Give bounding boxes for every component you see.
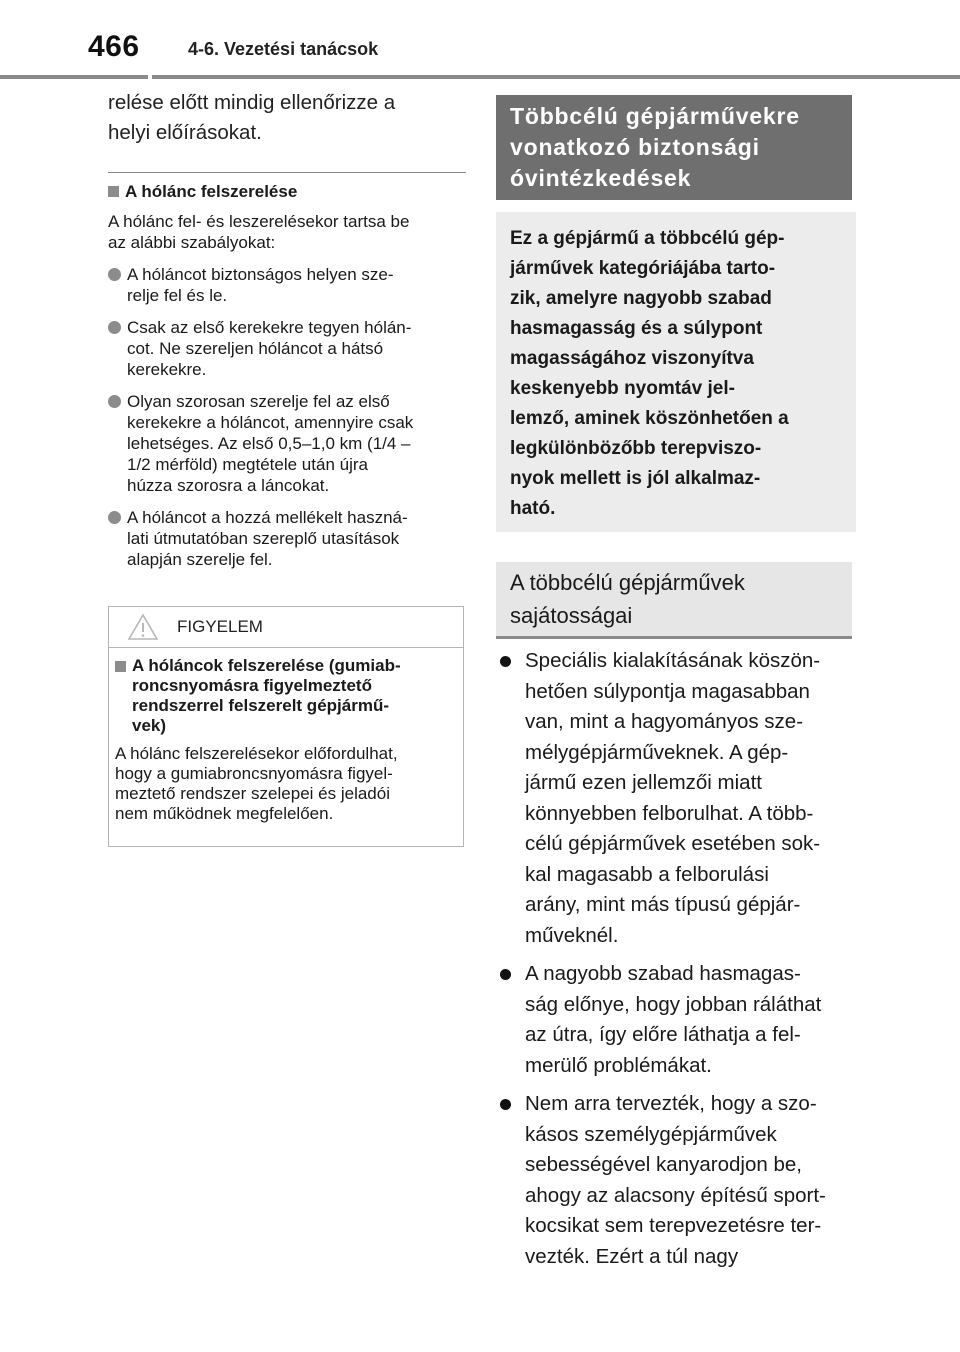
heading-line: Többcélú gépjárművekre [510, 103, 800, 129]
text-line: húzza szorosra a láncokat. [127, 476, 330, 495]
list-item [108, 507, 466, 570]
warning-label: FIGYELEM [177, 617, 263, 636]
header-rule-tick [148, 75, 152, 79]
square-bullet-icon [115, 661, 126, 672]
text-line: legkülönbözőbb terepviszo- [510, 438, 762, 459]
text-line: vezték. Ezért a túl nagy [525, 1244, 739, 1268]
bullet-dot-icon [108, 511, 121, 524]
warning-box [108, 606, 464, 847]
text-line: keskenyebb nyomtáv jel- [510, 378, 735, 399]
text-line: vek) [132, 716, 167, 735]
text-line: Ez a gépjármű a többcélú gép- [510, 228, 785, 249]
bullet-dot-icon [500, 1099, 511, 1110]
text-line: járművek kategóriájába tarto- [510, 258, 776, 279]
text-line: az alábbi szabályokat: [108, 233, 276, 252]
safety-heading [496, 95, 852, 200]
bullet-dot-icon [108, 395, 121, 408]
subsection-heading [108, 181, 466, 203]
subsection-text [108, 211, 466, 253]
heading-line: óvintézkedések [510, 165, 692, 191]
text-line: nyok mellett is jól alkalmaz- [510, 468, 761, 489]
text-line: alapján szerelje fel. [127, 550, 273, 569]
list-item [496, 646, 856, 951]
bullet-dot-icon [108, 268, 121, 281]
text-line: kerekekre a hóláncot, amennyire csak [127, 413, 414, 432]
intro-box [496, 212, 856, 532]
text-line: sebességével kanyarodjon be, [525, 1153, 802, 1176]
text-line: kocsikat sem terepvezetésre ter- [525, 1214, 822, 1237]
text-line: magasságához viszonyítva [510, 348, 754, 369]
text-line: jármű ezen jellemzői miatt [525, 771, 762, 794]
list-item [108, 264, 466, 306]
warning-triangle-icon [127, 613, 159, 641]
text-line: ság előnye, hogy jobban ráláthat [525, 992, 822, 1016]
text-line: lemző, aminek köszönhetően a [510, 408, 789, 429]
text-line: nem működnek megfelelően. [115, 804, 334, 823]
text-line: 1/2 mérföld) megtétele után újra [127, 455, 368, 474]
bullet-dot-icon [108, 321, 121, 334]
text-line: lati útmutatóban szereplő utasítások [127, 529, 400, 548]
header-rule [0, 75, 960, 79]
text-line: műveknél. [525, 923, 619, 947]
warning-text [115, 744, 457, 824]
intro-text [108, 88, 466, 148]
text-line: A hóláncot a hozzá mellékelt haszná- [127, 508, 408, 527]
text-line: zik, amelyre nagyobb szabad [510, 288, 772, 309]
features-bullet-list [496, 646, 856, 1280]
heading-underline [496, 636, 852, 639]
text-line: Olyan szorosan szerelje fel az első [127, 392, 390, 411]
text-line: merülő problémákat. [525, 1053, 712, 1077]
text-line: Speciális kialakításának köszön- [525, 649, 821, 672]
intro-line: helyi előírásokat. [108, 121, 262, 144]
text-line: relje fel és le. [127, 286, 228, 305]
page-number: 466 [88, 30, 140, 63]
text-line: arány, mint más típusú gépjár- [525, 893, 801, 916]
heading-line: vonatkozó biztonsági [510, 134, 760, 160]
text-line: hogy a gumiabroncsnyomásra figyel- [115, 764, 393, 783]
warning-body [109, 648, 463, 824]
text-line: A nagyobb szabad hasmagas- [525, 962, 801, 985]
text-line: lehetséges. Az első 0,5–1,0 km (1/4 – [127, 434, 411, 453]
text-line: Csak az első kerekekre tegyen hólán- [127, 318, 412, 337]
text-line: ahogy az alacsony építésű sport- [525, 1183, 826, 1207]
intro-line: relése előtt mindig ellenőrizze a [108, 91, 396, 114]
subsection-title: A hólánc felszerelése [125, 182, 298, 201]
text-line: kásos személygépjárművek [525, 1122, 777, 1146]
text-line: kerekekre. [127, 360, 207, 379]
text-line: A hólánc fel- és leszerelésekor tartsa be [108, 212, 410, 231]
text-line: meztető rendszer szelepei és jeladói [115, 784, 390, 803]
text-line: Nem arra tervezték, hogy a szo- [525, 1092, 817, 1115]
list-item [108, 391, 466, 496]
divider [108, 172, 466, 173]
features-heading [496, 562, 852, 638]
left-column [108, 88, 466, 570]
text-line: A hóláncot biztonságos helyen sze- [127, 265, 394, 284]
heading-line: A többcélú gépjárművek [510, 570, 745, 595]
square-bullet-icon [108, 186, 119, 197]
text-line: rendszerrel felszerelt gépjármű- [132, 696, 389, 715]
section-title: 4-6. Vezetési tanácsok [188, 39, 379, 59]
heading-line: sajátosságai [510, 603, 633, 628]
list-item [496, 959, 856, 1081]
text-line: hasmagasság és a súlypont [510, 318, 763, 339]
text-line: cot. Ne szereljen hóláncot a hátsó [127, 339, 384, 358]
bullet-dot-icon [500, 656, 511, 667]
text-line: roncsnyomásra figyelmeztető [132, 676, 372, 695]
text-line: az útra, így előre láthatja a fel- [525, 1023, 801, 1046]
bullet-dot-icon [500, 969, 511, 980]
hochain-bullet-list [108, 264, 466, 570]
text-line: könnyebben felborulhat. A több- [525, 801, 814, 825]
text-line: hetően súlypontja magasabban [525, 679, 810, 703]
text-line: kal magasabb a felborulási [525, 862, 769, 886]
text-line: célú gépjárművek esetében sok- [525, 832, 821, 855]
text-line: van, mint a hagyományos sze- [525, 710, 804, 733]
list-item [108, 317, 466, 380]
warning-title [115, 656, 457, 736]
text-line: A hólánc felszerelésekor előfordulhat, [115, 744, 398, 763]
list-item [496, 1089, 856, 1272]
text-line: A hóláncok felszerelése (gumiab- [132, 656, 401, 675]
text-line: mélygépjárműveknek. A gép- [525, 740, 789, 764]
warning-header [109, 607, 463, 648]
text-line: ható. [510, 498, 556, 519]
